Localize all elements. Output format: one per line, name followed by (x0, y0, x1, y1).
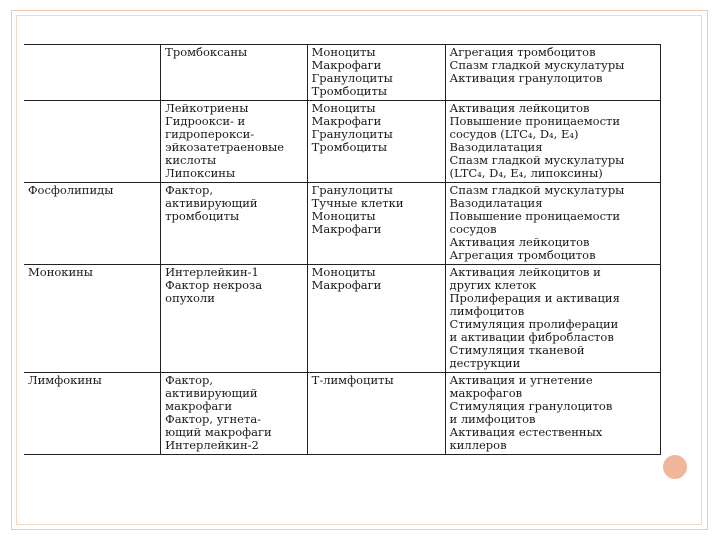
substance-cell (161, 101, 308, 183)
cell-line: Стимуляция тканевой (449, 343, 585, 357)
cell-line: Активация лейкоцитов (449, 235, 590, 249)
cell-line: Моноциты (311, 101, 376, 115)
cell-line: Пролиферация и активация (449, 291, 620, 305)
cell-line: Спазм гладкой мускулатуры (449, 183, 625, 197)
table-row (24, 373, 661, 455)
cell-line: Агрегация тромбоцитов (449, 248, 596, 262)
effects-cell (445, 265, 660, 373)
cell-line: Тромбоксаны (165, 45, 248, 59)
cell-line: Лимфокины (28, 373, 102, 387)
cell-line: ющий макрофаги (165, 425, 272, 439)
cell-line: Макрофаги (311, 278, 382, 292)
cell-line: Вазодилатация (449, 196, 543, 210)
table-row (24, 101, 661, 183)
cell-line: Лейкотриены (165, 101, 249, 115)
category-cell (24, 373, 161, 455)
mediators-table (24, 44, 661, 455)
substance-cell (161, 373, 308, 455)
table-row (24, 265, 661, 373)
cell-line: Спазм гладкой мускулатуры (449, 153, 625, 167)
table-row (24, 183, 661, 265)
cell-line: (LTC₄, D₄, E₄, липоксины) (449, 166, 603, 180)
cell-line: активирующий (165, 196, 258, 210)
source-cells-cell (307, 183, 445, 265)
cell-line: Фосфолипиды (28, 183, 114, 197)
cell-line: киллеров (449, 438, 507, 452)
cell-line: макрофагов (449, 386, 523, 400)
cell-line: Гранулоциты (311, 71, 393, 85)
cell-line: Интерлейкин-1 (165, 265, 259, 279)
cell-line: Повышение проницаемости (449, 209, 621, 223)
cell-line: Макрофаги (311, 222, 382, 236)
cell-line: Гранулоциты (311, 127, 393, 141)
cell-line: кислоты (165, 153, 217, 167)
cell-line: Агрегация тромбоцитов (449, 45, 596, 59)
cell-line: Активация лейкоцитов (449, 101, 590, 115)
source-cells-cell (307, 373, 445, 455)
cell-line: других клеток (449, 278, 537, 292)
cell-line: гидроперокси- (165, 127, 255, 141)
cell-line: деструкции (449, 356, 521, 370)
cell-line: Фактор некроза (165, 278, 263, 292)
cell-line: Тромбоциты (311, 140, 387, 154)
cell-line: Повышение проницаемости (449, 114, 621, 128)
category-cell (24, 265, 161, 373)
substance-cell (161, 45, 308, 101)
cell-line: Интерлейкин-2 (165, 438, 259, 452)
effects-cell (445, 101, 660, 183)
slide-accent-circle (663, 455, 687, 479)
cell-line: Стимуляция пролиферации (449, 317, 619, 331)
cell-line: Моноциты (311, 209, 376, 223)
cell-line: Активация лейкоцитов и (449, 265, 601, 279)
cell-line: и лимфоцитов (449, 412, 536, 426)
cell-line: Моноциты (311, 265, 376, 279)
cell-line: Спазм гладкой мускулатуры (449, 58, 625, 72)
cell-line: макрофаги (165, 399, 232, 413)
cell-line: опухоли (165, 291, 215, 305)
cell-line: Гранулоциты (311, 183, 393, 197)
cell-line: лимфоцитов (449, 304, 525, 318)
cell-line: Тромбоциты (311, 84, 387, 98)
cell-line: Монокины (28, 265, 93, 279)
table-row (24, 45, 661, 101)
cell-line: и активации фибробластов (449, 330, 614, 344)
cell-line: сосудов (449, 222, 497, 236)
cell-line: Активация и угнетение (449, 373, 593, 387)
cell-line: Гидроокси- и (165, 114, 246, 128)
category-cell (24, 183, 161, 265)
substance-cell (161, 183, 308, 265)
cell-line: Вазодилатация (449, 140, 543, 154)
effects-cell (445, 373, 660, 455)
cell-line: Фактор, (165, 373, 214, 387)
cell-line: Фактор, (165, 183, 214, 197)
category-cell (24, 45, 161, 101)
cell-line: Тучные клетки (311, 196, 404, 210)
cell-line: активирующий (165, 386, 258, 400)
cell-line: сосудов (LTC₄, D₄, E₄) (449, 127, 579, 141)
category-cell (24, 101, 161, 183)
cell-line: эйкозатетраеновые (165, 140, 285, 154)
cell-line: Моноциты (311, 45, 376, 59)
cell-line: Макрофаги (311, 114, 382, 128)
cell-line: тромбоциты (165, 209, 240, 223)
effects-cell (445, 183, 660, 265)
cell-line: Липоксины (165, 166, 236, 180)
source-cells-cell (307, 45, 445, 101)
effects-cell (445, 45, 660, 101)
source-cells-cell (307, 101, 445, 183)
cell-line: Стимуляция гранулоцитов (449, 399, 613, 413)
cell-line: Макрофаги (311, 58, 382, 72)
source-cells-cell (307, 265, 445, 373)
cell-line: Т-лимфоциты (311, 373, 394, 387)
substance-cell (161, 265, 308, 373)
cell-line: Активация гранулоцитов (449, 71, 603, 85)
cell-line: Активация естественных (449, 425, 603, 439)
cell-line: Фактор, угнета- (165, 412, 262, 426)
